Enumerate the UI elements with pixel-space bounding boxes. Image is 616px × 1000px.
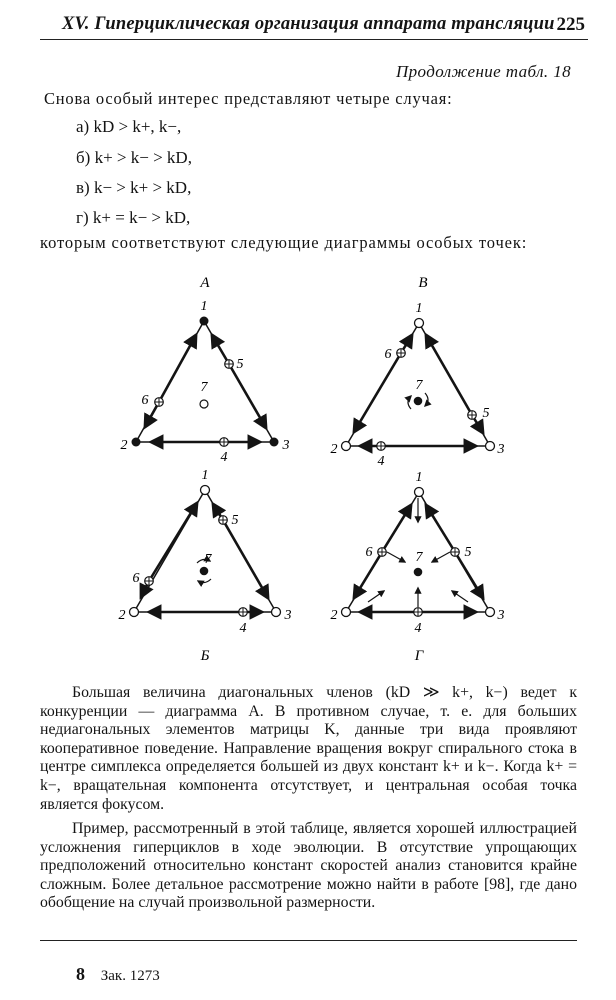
flow-arrow: [426, 505, 455, 552]
order-number: Зак. 1273: [100, 968, 160, 984]
saddle-point-icon: [225, 360, 234, 369]
point-label: 6: [132, 571, 140, 586]
spiral-sink-icon: [200, 567, 209, 576]
point-label: 6: [365, 545, 373, 560]
case-label: г): [76, 208, 89, 227]
saddle-point-icon: [468, 411, 477, 420]
saddle-point-icon: [145, 577, 154, 586]
case-formula: kD > k+, k−,: [93, 117, 182, 136]
case-v: [76, 178, 191, 198]
point-label: 3: [497, 442, 505, 457]
point-label: 7: [200, 380, 208, 395]
point-label: 4: [220, 450, 228, 465]
case-a: [76, 117, 181, 137]
point-label: 3: [282, 438, 290, 453]
running-title: XV. Гиперциклическая организация аппарата трансляции: [62, 14, 555, 34]
flow-arrow: [426, 335, 472, 415]
point-label: 4: [377, 454, 385, 469]
inward-arrow-icon: [387, 552, 405, 562]
footer-rule: [40, 940, 577, 941]
saddle-point-icon: [397, 349, 406, 358]
flow-arrow: [212, 335, 229, 364]
case-b: [76, 148, 192, 168]
rotation-arrow-icon: [425, 393, 428, 406]
saddle-point-icon: [219, 516, 228, 525]
point-label: 2: [330, 608, 338, 623]
singular-points-figure: [0, 260, 616, 680]
open-point-icon: [415, 488, 424, 497]
flow-arrow: [229, 364, 266, 428]
case-formula: k+ > k− > kD,: [94, 148, 192, 167]
point-label: 7: [204, 552, 212, 567]
open-point-icon: [342, 608, 351, 617]
running-header: [40, 12, 585, 40]
open-point-icon: [130, 608, 139, 617]
diagram-a: [121, 275, 290, 465]
open-point-icon: [486, 442, 495, 451]
flow-arrow: [382, 505, 411, 552]
inward-arrow-icon: [368, 591, 384, 602]
point-label: 7: [415, 378, 423, 393]
case-label: б): [76, 148, 91, 167]
point-label: 1: [415, 470, 423, 485]
point-label: 2: [120, 438, 128, 453]
inward-arrow-icon: [432, 552, 450, 562]
open-point-icon: [200, 400, 208, 408]
signature-number: 8: [76, 964, 85, 984]
flow-arrow: [149, 503, 197, 581]
diagram-v: [331, 275, 505, 469]
case-label: а): [76, 117, 90, 136]
open-point-icon: [201, 486, 210, 495]
case-formula: k+ = k− > kD,: [92, 208, 191, 227]
inward-arrow-icon: [452, 591, 468, 602]
point-label: 2: [118, 608, 126, 623]
flow-arrow: [354, 353, 401, 432]
page-number: 225: [556, 14, 585, 35]
body-paragraph: Большая величина диагональных членов (kD ≫ k+, k−) ведет к конкуренции — диаграмма A. В противном случае, т. е. для больших недиагональных элементов матрицы K, данные три вида проявляют кооперативное поведение. Направление вращения вокруг спирального стока в центре симплекса определяется большей из двух констант k+ и k−. Когда k+ = k−, вращательная компонента отсутствует, и центральная особая точка является фокусом.: [40, 684, 577, 813]
point-label: 1: [200, 299, 208, 314]
saddle-point-icon: [414, 608, 423, 617]
open-point-icon: [342, 442, 351, 451]
diagram-label: А: [200, 275, 210, 291]
intro-sentence: Снова особый интерес представляют четыре случая:: [44, 89, 453, 108]
saddle-point-icon: [451, 548, 460, 557]
point-label: 1: [201, 468, 209, 483]
flow-arrow: [223, 520, 268, 598]
point-label: 5: [231, 513, 239, 528]
point-label: 4: [414, 621, 422, 636]
saddle-point-icon: [377, 442, 386, 451]
open-point-icon: [486, 608, 495, 617]
saddle-point-icon: [220, 438, 229, 447]
point-label: 3: [497, 608, 505, 623]
diagrams-lead-in: которым соответствуют следующие диаграммы особых точек:: [40, 233, 528, 252]
flow-arrow: [159, 335, 196, 402]
header-rule: [40, 39, 588, 40]
case-g: [76, 208, 190, 228]
case-label: в): [76, 178, 90, 197]
body-paragraph: Пример, рассмотренный в этой таблице, является хорошей иллюстрацией усложнения гиперциклов в ходе эволюции. В отсутствие упрощающих предположений относительно констант скоростей анализ становится крайне сложным. Более детальное рассмотрение можно найти в работе [98], где дано обобщение на случай произвольной размерности.: [40, 820, 577, 912]
table-continuation-label: Продолжение табл. 18: [395, 62, 571, 81]
filled-point-icon: [200, 317, 209, 326]
diagram-label: Б: [200, 648, 210, 664]
point-label: 7: [415, 550, 423, 565]
filled-point-icon: [270, 438, 279, 447]
saddle-point-icon: [239, 608, 248, 617]
point-label: 2: [330, 442, 338, 457]
case-formula: k− > k+ > kD,: [93, 178, 192, 197]
diagram-g: [331, 470, 505, 664]
focus-point-icon: [414, 568, 423, 577]
saddle-point-icon: [378, 548, 387, 557]
rotation-arrow-icon: [198, 579, 211, 583]
point-label: 6: [384, 347, 392, 362]
point-label: 4: [239, 621, 247, 636]
spiral-sink-icon: [414, 397, 423, 406]
point-label: 5: [236, 357, 244, 372]
diagram-b: [119, 468, 292, 664]
diagram-label: Г: [414, 648, 424, 664]
point-label: 6: [141, 393, 149, 408]
filled-point-icon: [132, 438, 141, 447]
diagram-label: В: [418, 275, 428, 291]
page-footer: [76, 964, 160, 985]
point-label: 3: [284, 608, 292, 623]
point-label: 5: [464, 545, 472, 560]
open-point-icon: [272, 608, 281, 617]
point-label: 1: [415, 301, 423, 316]
saddle-point-icon: [155, 398, 164, 407]
point-label: 5: [482, 406, 490, 421]
open-point-icon: [415, 319, 424, 328]
rotation-arrow-icon: [408, 396, 411, 409]
